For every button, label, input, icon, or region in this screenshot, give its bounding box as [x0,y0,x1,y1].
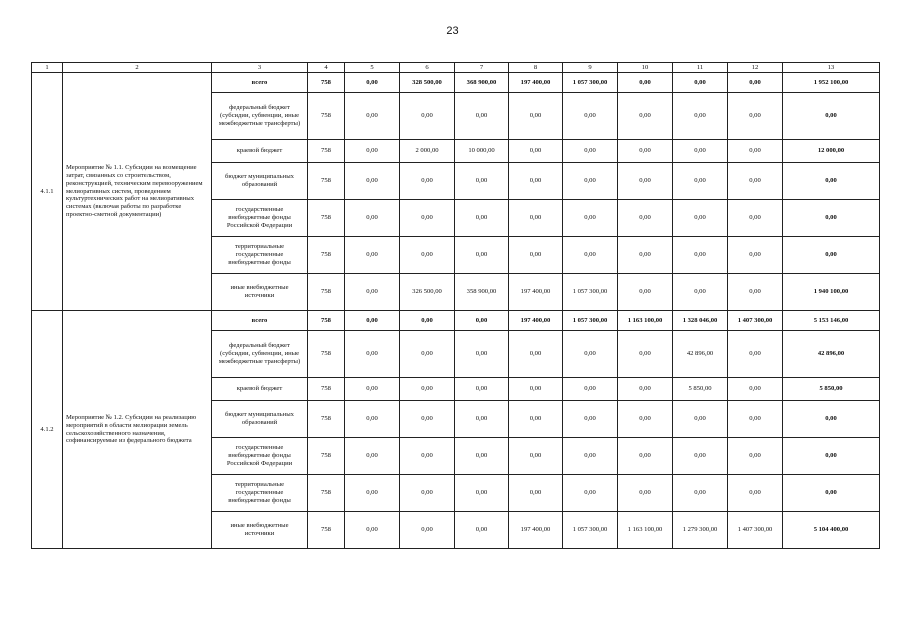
value-cell: 0,00 [345,200,400,237]
value-cell: 0,00 [563,140,618,163]
value-cell: 2 000,00 [400,140,455,163]
value-cell: 0,00 [345,401,400,438]
value-cell: 0,00 [455,200,509,237]
value-cell: 0,00 [345,73,400,93]
value-cell: 0,00 [618,73,673,93]
value-cell: 0,00 [509,438,563,475]
total-cell: 12 000,00 [783,140,880,163]
value-cell: 0,00 [563,93,618,140]
total-cell: 0,00 [783,475,880,512]
value-cell: 0,00 [728,93,783,140]
value-cell: 0,00 [509,237,563,274]
column-header: 13 [783,63,880,73]
budget-code-cell: 758 [308,237,345,274]
total-cell: 5 850,00 [783,378,880,401]
funding-source: краевой бюджет [212,378,308,401]
value-cell: 0,00 [618,140,673,163]
value-cell: 0,00 [345,378,400,401]
value-cell: 0,00 [673,73,728,93]
value-cell: 0,00 [728,163,783,200]
value-cell: 0,00 [455,237,509,274]
value-cell: 0,00 [728,378,783,401]
funding-source: краевой бюджет [212,140,308,163]
value-cell: 0,00 [400,163,455,200]
column-header: 2 [63,63,212,73]
value-cell: 0,00 [509,163,563,200]
value-cell: 0,00 [509,93,563,140]
value-cell: 197 400,00 [509,311,563,331]
value-cell: 0,00 [618,274,673,311]
budget-code-cell: 758 [308,438,345,475]
value-cell: 1 279 300,00 [673,512,728,549]
column-header: 6 [400,63,455,73]
value-cell: 0,00 [345,311,400,331]
budget-code-cell: 758 [308,163,345,200]
budget-table [31,62,880,549]
value-cell: 0,00 [673,401,728,438]
value-cell: 0,00 [400,475,455,512]
value-cell: 0,00 [400,512,455,549]
budget-code-cell: 758 [308,331,345,378]
value-cell: 0,00 [728,401,783,438]
activity-name: Мероприятие № 1.1. Субсидии на возмещение затрат, связанных со строительством, реконструкцией, техническим перевооружением мелиоративных систем, проведением культуртехнических работ на мелиоративных системах (включая работы по разработке проектно-сметной документации) [63,73,212,311]
budget-code-cell: 758 [308,140,345,163]
activity-name: Мероприятие № 1.2. Субсидии на реализацию мероприятий в области мелиорации земель сельскохозяйственного назначения, софинансируемые из федерального бюджета [63,311,212,549]
value-cell: 0,00 [673,200,728,237]
column-header: 4 [308,63,345,73]
activity-code: 4.1.2 [32,311,63,549]
value-cell: 0,00 [455,438,509,475]
value-cell: 0,00 [400,311,455,331]
funding-source: территориальные государственные внебюджетные фонды [212,237,308,274]
value-cell: 0,00 [455,311,509,331]
value-cell: 0,00 [345,163,400,200]
page-number: 23 [446,25,459,37]
value-cell: 1 163 100,00 [618,512,673,549]
value-cell: 0,00 [345,331,400,378]
activity-code: 4.1.1 [32,73,63,311]
value-cell: 0,00 [728,331,783,378]
value-cell: 1 057 300,00 [563,274,618,311]
total-cell: 0,00 [783,237,880,274]
value-cell: 0,00 [618,163,673,200]
value-cell: 0,00 [345,512,400,549]
column-header: 8 [509,63,563,73]
budget-code-cell: 758 [308,73,345,93]
total-cell: 42 896,00 [783,331,880,378]
value-cell: 0,00 [563,378,618,401]
total-cell: 1 940 100,00 [783,274,880,311]
budget-code-cell: 758 [308,93,345,140]
value-cell: 197 400,00 [509,73,563,93]
value-cell: 0,00 [400,237,455,274]
value-cell: 0,00 [618,438,673,475]
funding-source: бюджет муниципальных образований [212,163,308,200]
value-cell: 0,00 [563,237,618,274]
value-cell: 0,00 [618,237,673,274]
value-cell: 0,00 [455,93,509,140]
value-cell: 0,00 [345,237,400,274]
value-cell: 0,00 [400,331,455,378]
funding-source: всего [212,73,308,93]
value-cell: 42 896,00 [673,331,728,378]
value-cell: 0,00 [400,401,455,438]
value-cell: 5 850,00 [673,378,728,401]
value-cell: 0,00 [673,274,728,311]
value-cell: 0,00 [618,93,673,140]
funding-source: федеральный бюджет (субсидии, субвенции, иные межбюджетные трансферты) [212,93,308,140]
value-cell: 0,00 [400,438,455,475]
column-header: 11 [673,63,728,73]
value-cell: 0,00 [400,378,455,401]
value-cell: 358 900,00 [455,274,509,311]
value-cell: 0,00 [563,438,618,475]
value-cell: 197 400,00 [509,274,563,311]
value-cell: 0,00 [563,475,618,512]
total-cell: 0,00 [783,401,880,438]
value-cell: 0,00 [673,237,728,274]
value-cell: 0,00 [509,140,563,163]
funding-source: территориальные государственные внебюджетные фонды [212,475,308,512]
total-cell: 0,00 [783,163,880,200]
value-cell: 0,00 [509,401,563,438]
value-cell: 0,00 [673,93,728,140]
total-cell: 0,00 [783,438,880,475]
value-cell: 0,00 [509,331,563,378]
funding-source: федеральный бюджет (субсидии, субвенции, иные межбюджетные трансферты) [212,331,308,378]
column-header: 3 [212,63,308,73]
value-cell: 0,00 [673,163,728,200]
total-cell: 0,00 [783,200,880,237]
funding-source: иные внебюджетные источники [212,512,308,549]
table-row [32,311,880,331]
total-cell: 1 952 100,00 [783,73,880,93]
value-cell: 0,00 [618,200,673,237]
header-row [32,63,880,73]
value-cell: 0,00 [618,475,673,512]
value-cell: 0,00 [455,512,509,549]
value-cell: 1 407 300,00 [728,512,783,549]
value-cell: 1 407 300,00 [728,311,783,331]
value-cell: 10 000,00 [455,140,509,163]
value-cell: 0,00 [345,475,400,512]
value-cell: 0,00 [563,401,618,438]
value-cell: 0,00 [618,331,673,378]
funding-source: государственные внебюджетные фонды Российской Федерации [212,438,308,475]
value-cell: 368 900,00 [455,73,509,93]
budget-code-cell: 758 [308,311,345,331]
value-cell: 0,00 [509,200,563,237]
value-cell: 0,00 [455,331,509,378]
column-header: 10 [618,63,673,73]
total-cell: 0,00 [783,93,880,140]
value-cell: 0,00 [345,140,400,163]
value-cell: 0,00 [728,140,783,163]
value-cell: 1 328 046,00 [673,311,728,331]
funding-source: бюджет муниципальных образований [212,401,308,438]
value-cell: 0,00 [673,475,728,512]
value-cell: 0,00 [728,200,783,237]
value-cell: 0,00 [455,378,509,401]
budget-code-cell: 758 [308,200,345,237]
column-header: 5 [345,63,400,73]
total-cell: 5 153 146,00 [783,311,880,331]
value-cell: 0,00 [728,475,783,512]
total-cell: 5 104 400,00 [783,512,880,549]
budget-code-cell: 758 [308,475,345,512]
value-cell: 0,00 [455,163,509,200]
value-cell: 0,00 [728,438,783,475]
value-cell: 326 500,00 [400,274,455,311]
value-cell: 0,00 [345,438,400,475]
value-cell: 0,00 [728,274,783,311]
table-row [32,73,880,93]
budget-code-cell: 758 [308,512,345,549]
budget-code-cell: 758 [308,378,345,401]
value-cell: 0,00 [728,73,783,93]
value-cell: 328 500,00 [400,73,455,93]
value-cell: 0,00 [509,378,563,401]
value-cell: 1 057 300,00 [563,73,618,93]
value-cell: 0,00 [618,378,673,401]
column-header: 1 [32,63,63,73]
value-cell: 0,00 [618,401,673,438]
value-cell: 0,00 [345,274,400,311]
column-header: 9 [563,63,618,73]
funding-source: иные внебюджетные источники [212,274,308,311]
column-header: 12 [728,63,783,73]
value-cell: 0,00 [673,140,728,163]
value-cell: 0,00 [455,475,509,512]
budget-code-cell: 758 [308,274,345,311]
value-cell: 0,00 [563,200,618,237]
value-cell: 0,00 [400,93,455,140]
value-cell: 0,00 [345,93,400,140]
column-header: 7 [455,63,509,73]
value-cell: 0,00 [563,331,618,378]
funding-source: всего [212,311,308,331]
value-cell: 0,00 [400,200,455,237]
value-cell: 0,00 [455,401,509,438]
value-cell: 197 400,00 [509,512,563,549]
budget-code-cell: 758 [308,401,345,438]
value-cell: 0,00 [509,475,563,512]
value-cell: 1 057 300,00 [563,512,618,549]
value-cell: 0,00 [728,237,783,274]
value-cell: 0,00 [563,163,618,200]
value-cell: 1 163 100,00 [618,311,673,331]
value-cell: 0,00 [673,438,728,475]
funding-source: государственные внебюджетные фонды Российской Федерации [212,200,308,237]
value-cell: 1 057 300,00 [563,311,618,331]
